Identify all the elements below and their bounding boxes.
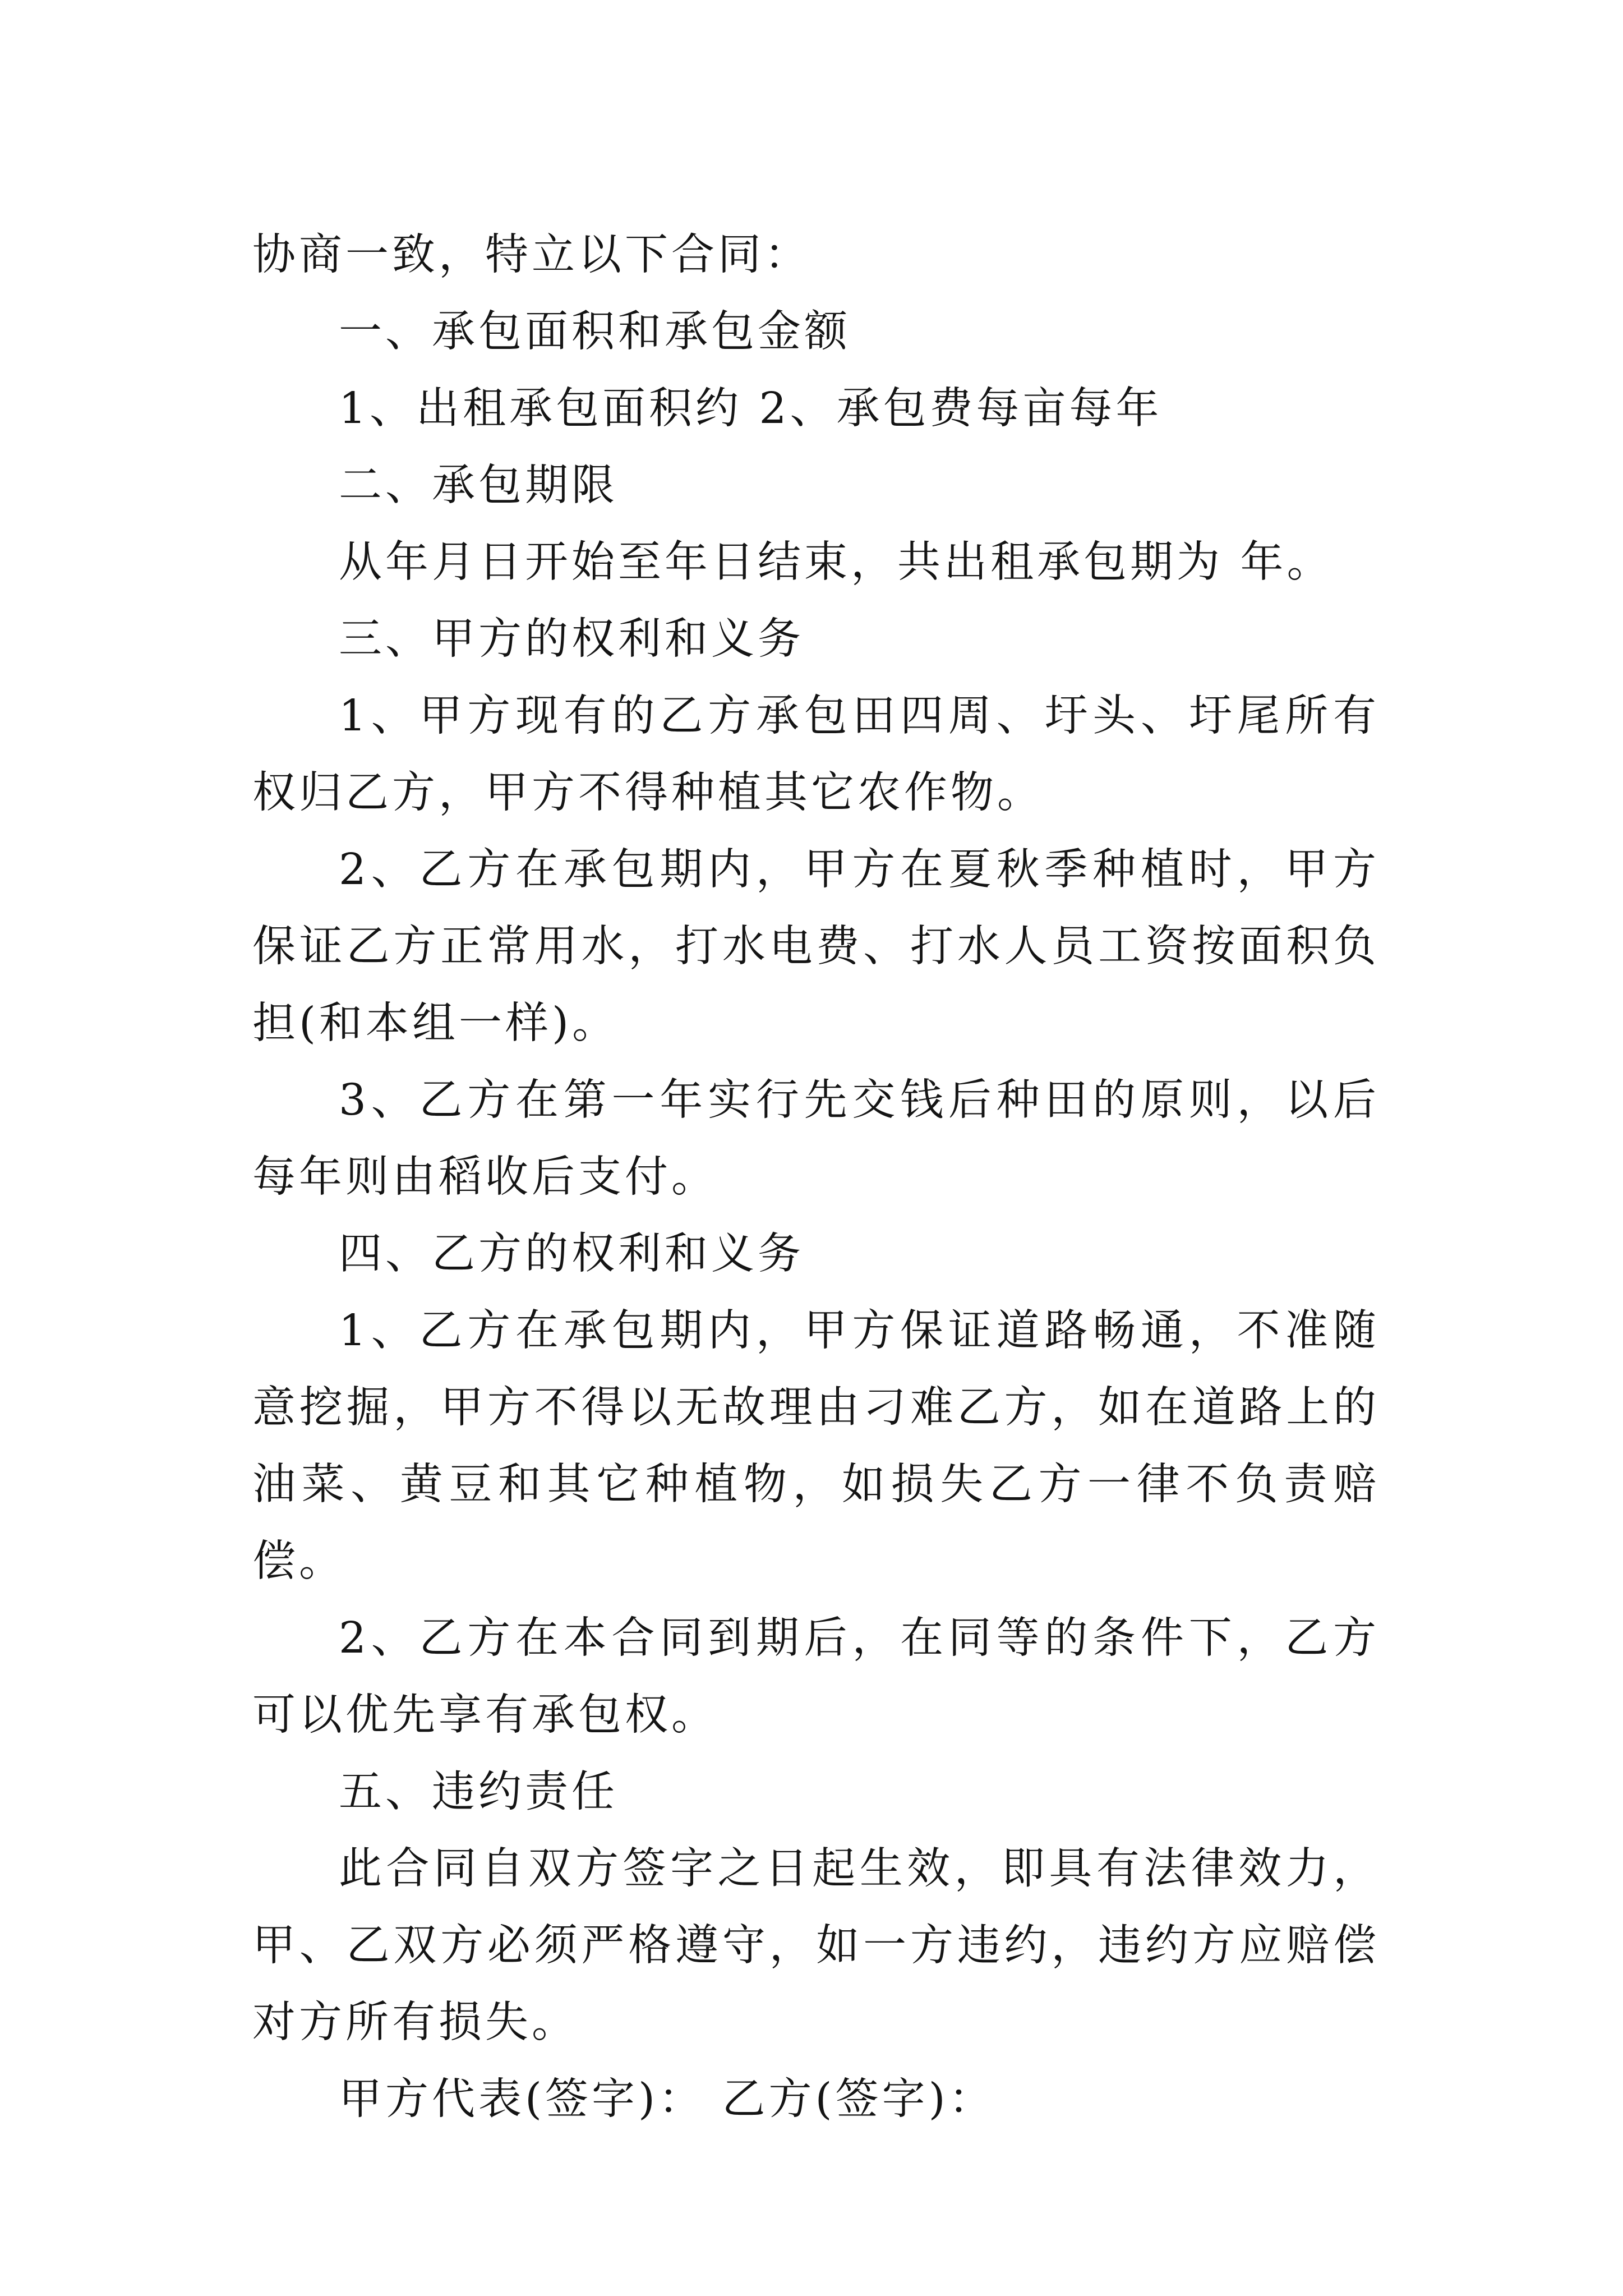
paragraph-party-a-2: 2、乙方在承包期内，甲方在夏秋季种植时，甲方保证乙方正常用水，打水电费、打水人员工资按面积负担(和本组一样)。 <box>252 845 1380 1048</box>
section-heading-party-a: 三、甲方的权利和义务 <box>339 614 804 664</box>
contract-body <box>252 217 1380 2138</box>
section-heading-term: 二、承包期限 <box>339 461 618 510</box>
section-heading-liability: 五、违约责任 <box>339 1767 618 1817</box>
paragraph-liability: 此合同自双方签字之日起生效，即具有法律效力，甲、乙双方必须严格遵守，如一方违约，违约方应赔偿对方所有损失。 <box>252 1844 1380 2047</box>
paragraph-area-fee: 1、出租承包面积约 2、承包费每亩每年 <box>339 384 1163 434</box>
paragraph-party-a-3: 3、乙方在第一年实行先交钱后种田的原则，以后每年则由稻收后支付。 <box>252 1075 1380 1202</box>
paragraph-party-a-1: 1、甲方现有的乙方承包田四周、圩头、圩尾所有权归乙方，甲方不得种植其它农作物。 <box>252 691 1380 818</box>
section-heading-party-b: 四、乙方的权利和义务 <box>339 1229 804 1279</box>
paragraph-party-b-2: 2、乙方在本合同到期后，在同等的条件下，乙方可以优先享有承包权。 <box>252 1613 1380 1740</box>
paragraph-party-b-1: 1、乙方在承包期内，甲方保证道路畅通，不准随意挖掘，甲方不得以无故理由刁难乙方，如在道路上的油菜、黄豆和其它种植物，如损失乙方一律不负责赔偿。 <box>252 1306 1380 1586</box>
paragraph-intro: 协商一致，特立以下合同： <box>252 230 811 280</box>
signature-line: 甲方代表(签字)： 乙方(签字)： <box>339 2074 995 2124</box>
paragraph-term: 从年月日开始至年日结束，共出租承包期为 年。 <box>339 537 1334 587</box>
section-heading-area-amount: 一、承包面积和承包金额 <box>339 307 851 357</box>
